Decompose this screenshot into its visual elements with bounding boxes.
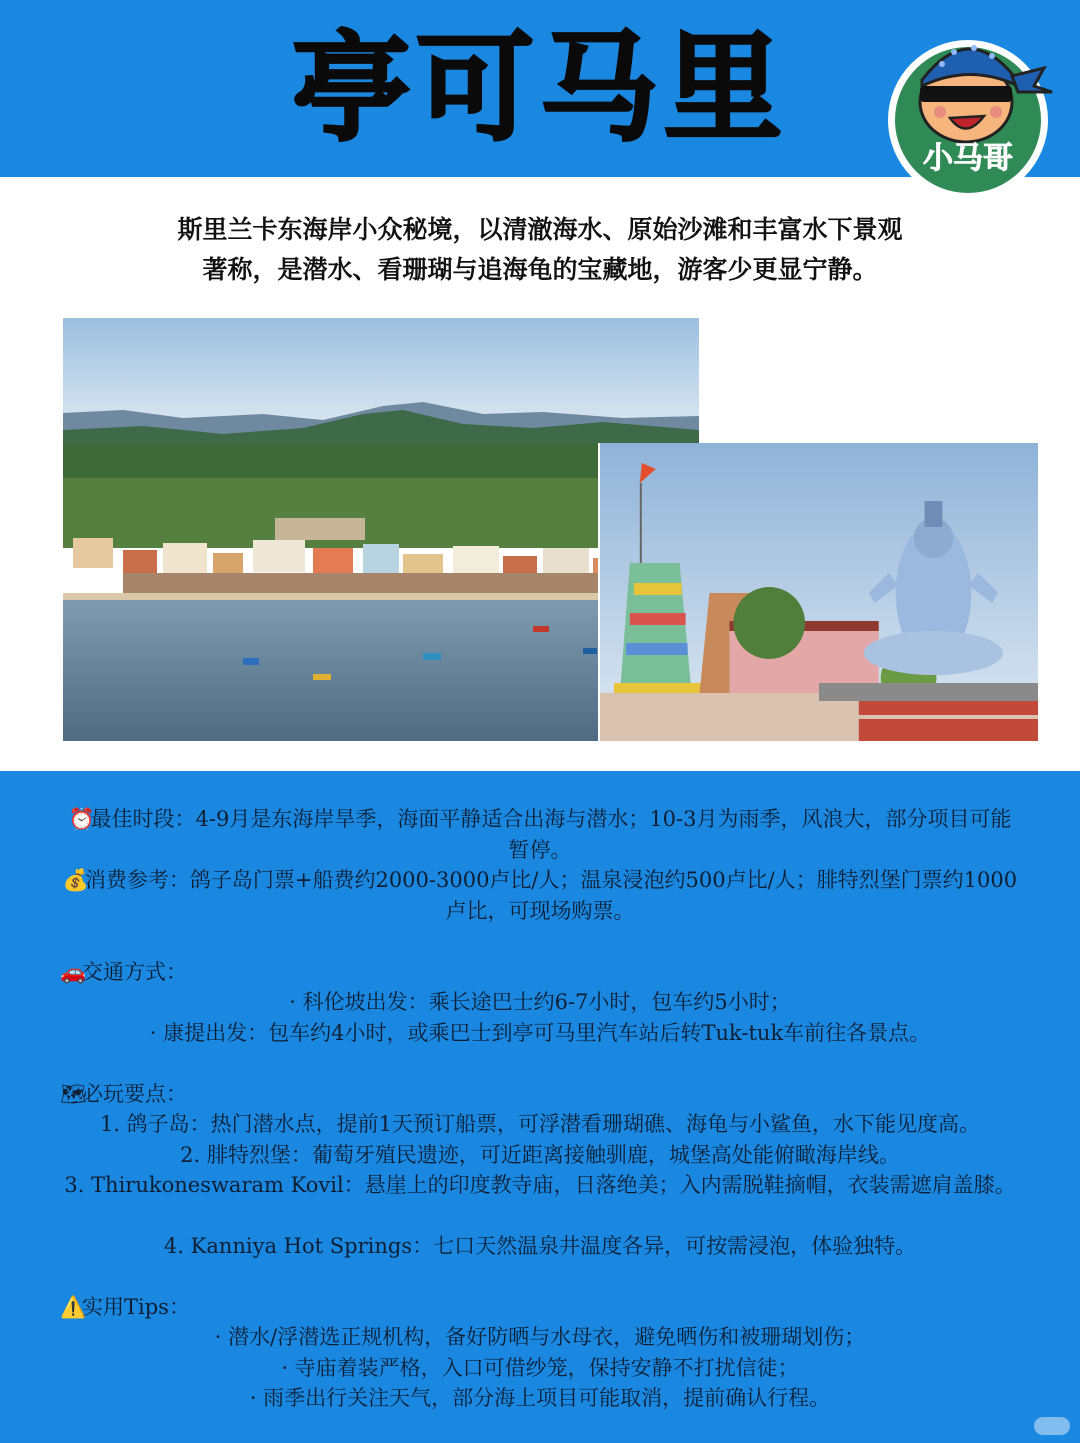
intro-line-2: 著称，是潜水、看珊瑚与追海龟的宝藏地，游客少更显宁静。 <box>202 255 878 284</box>
info-panel <box>0 771 1080 1443</box>
tips-heading <box>60 1292 1020 1323</box>
car-icon: 🚗 <box>60 960 87 984</box>
intro-text <box>80 210 1000 290</box>
must-see-heading <box>60 1079 1020 1110</box>
money-bag-icon: 💰 <box>62 868 90 892</box>
best-time-section <box>60 804 1020 865</box>
intro-line-1: 斯里兰卡东海岸小众秘境，以清澈海水、原始沙滩和丰富水下景观 <box>177 215 903 244</box>
tips-item: · 潜水/浮潜选正规机构，备好防晒与水母衣，避免晒伤和被珊瑚划伤； <box>214 1325 866 1349</box>
warning-icon: ⚠️ <box>60 1295 87 1319</box>
must-see-item: 4. Kanniya Hot Springs：七口天然温泉井温度各异，可按需浸泡，体验独特。 <box>163 1234 917 1258</box>
alarm-clock-icon: ⏰ <box>68 807 95 831</box>
badge-label: 小马哥 <box>923 141 1013 176</box>
must-see-item: 3. Thirukoneswaram Kovil：悬崖上的印度教寺庙，日落绝美；入内需脱鞋摘帽，衣装需遮肩盖膝。 <box>64 1173 1016 1197</box>
best-time-text: 最佳时段：4-9月是东海岸旱季，海面平静适合出海与潜水；10-3月为雨季，风浪大，部分项目可能暂停。 <box>90 807 1012 862</box>
transport-item: · 科伦坡出发：乘长途巴士约6-7小时，包车约5小时； <box>289 990 791 1014</box>
transport-heading-text: 交通方式： <box>82 960 187 984</box>
cost-text: 消费参考：鸽子岛门票+船费约2000-3000卢比/人；温泉浸泡约500卢比/人；腓特烈堡门票约1000卢比，可现场购票。 <box>84 868 1018 923</box>
mascot-badge-logo <box>884 40 1054 200</box>
tips-heading-text: 实用Tips： <box>82 1295 190 1319</box>
must-see-item: 2. 腓特烈堡：葡萄牙殖民遗迹，可近距离接触驯鹿，城堡高处能俯瞰海岸线。 <box>180 1143 900 1167</box>
must-see-item: 1. 鸽子岛：热门潜水点，提前1天预订船票，可浮潜看珊瑚礁、海龟与小鲨鱼，水下能见度高。 <box>99 1112 981 1136</box>
page-title: 亭可马里 <box>291 19 788 157</box>
temple-shiva-statue-photo <box>598 443 1038 741</box>
cost-section <box>60 865 1020 926</box>
map-icon: 🗺 <box>60 1082 87 1106</box>
must-see-heading-text: 必玩要点： <box>82 1082 187 1106</box>
tips-item: · 寺庙着装严格，入口可借纱笼，保持安静不打扰信徒； <box>281 1356 799 1380</box>
tips-item: · 雨季出行关注天气，部分海上项目可能取消，提前确认行程。 <box>249 1386 831 1410</box>
watermark <box>1034 1417 1070 1435</box>
transport-item: · 康提出发：包车约4小时，或乘巴士到亭可马里汽车站后转Tuk-tuk车前往各景点。 <box>149 1021 931 1045</box>
transport-heading <box>60 957 1020 988</box>
